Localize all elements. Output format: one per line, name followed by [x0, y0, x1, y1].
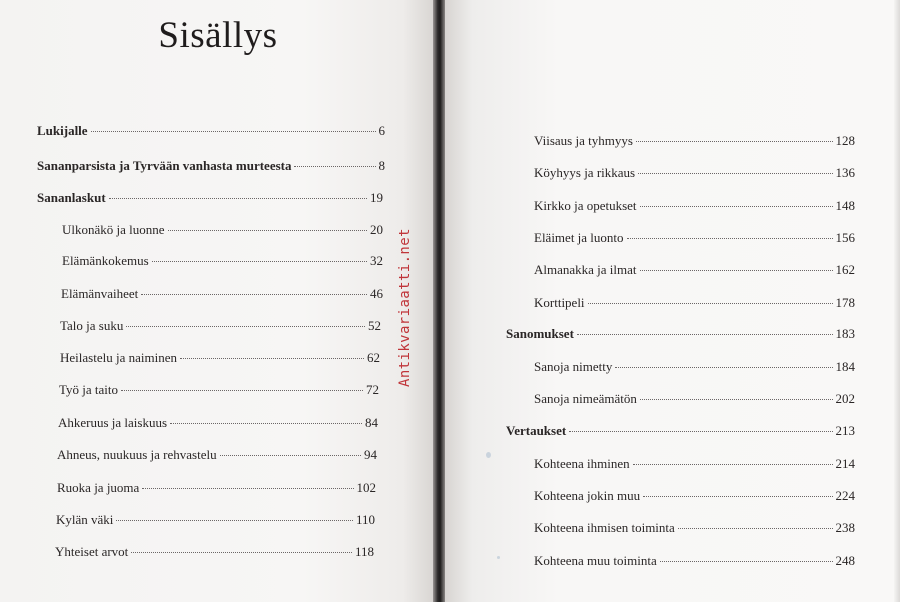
toc-page-number: 183: [835, 326, 855, 341]
toc-entry-title: Ahneus, nuukuus ja rehvastelu: [57, 447, 217, 462]
toc-page-number: 214: [835, 456, 855, 471]
toc-page-number: 32: [370, 253, 383, 268]
toc-entry-title: Elämänkokemus: [62, 253, 149, 268]
dot-leader: [636, 141, 833, 142]
toc-page-number: 102: [356, 480, 376, 495]
page-edge: [894, 0, 900, 602]
toc-page-number: 248: [835, 553, 855, 568]
toc-entry-title: Kohteena ihminen: [534, 456, 630, 471]
toc-page-number: 46: [370, 286, 383, 301]
paper-speck: [486, 452, 491, 458]
dot-leader: [180, 358, 364, 359]
toc-entry-title: Sananparsista ja Tyrvään vanhasta murteesta: [37, 158, 292, 173]
toc-page-number: 156: [835, 230, 855, 245]
toc-entry: [62, 222, 383, 242]
toc-page-number: 52: [368, 318, 381, 333]
toc-entry: [534, 456, 855, 476]
toc-entry: [37, 123, 385, 143]
toc-entry: [506, 326, 855, 346]
toc-entry-title: Ulkonäkö ja luonne: [62, 222, 165, 237]
toc-entry-title: Lukijalle: [37, 123, 88, 138]
toc-entry-title: Vertaukset: [506, 423, 567, 438]
toc-page-number: 202: [835, 391, 855, 406]
toc-entry: [534, 391, 855, 411]
toc-entry: [57, 447, 377, 467]
dot-leader: [170, 423, 362, 424]
toc-entry-title: Kylän väki: [56, 512, 114, 527]
toc-page-number: 224: [835, 488, 855, 503]
toc-page-number: 20: [370, 222, 383, 237]
dot-leader: [569, 431, 832, 432]
toc-entry: [534, 133, 855, 153]
dot-leader: [660, 561, 833, 562]
toc-entry: [59, 382, 379, 402]
toc-entry-title: Kirkko ja opetukset: [534, 198, 637, 213]
toc-entry: [534, 488, 855, 508]
toc-entry: [58, 415, 378, 435]
toc-page-number: 178: [835, 295, 855, 310]
toc-entry: [62, 253, 383, 273]
dot-leader: [640, 399, 833, 400]
toc-page-number: 62: [367, 350, 380, 365]
toc-entry: [506, 423, 855, 443]
dot-leader: [615, 367, 832, 368]
toc-page-number: 213: [835, 423, 855, 438]
toc-entry-title: Elämänvaiheet: [61, 286, 139, 301]
toc-entry-title: Heilastelu ja naiminen: [60, 350, 177, 365]
toc-page-number: 118: [354, 544, 374, 559]
page-title: Sisällys: [158, 15, 278, 56]
dot-leader: [588, 303, 833, 304]
toc-entry-title: Talo ja suku: [60, 318, 124, 333]
dot-leader: [91, 131, 376, 132]
toc-page-number: 110: [355, 512, 375, 527]
toc-entry: [37, 158, 385, 178]
toc-page-number: 184: [835, 359, 855, 374]
toc-entry: [534, 198, 855, 218]
toc-entry: [60, 318, 381, 338]
toc-entry: [55, 544, 374, 564]
toc-page-number: 94: [364, 447, 377, 462]
dot-leader: [640, 270, 833, 271]
toc-entry-title: Eläimet ja luonto: [534, 230, 624, 245]
toc-page-number: 72: [366, 382, 379, 397]
toc-entry-title: Viisaus ja tyhmyys: [534, 133, 633, 148]
toc-entry-title: Köyhyys ja rikkaus: [534, 165, 636, 180]
dot-leader: [577, 334, 833, 335]
toc-entry: [534, 520, 855, 540]
toc-entry: [56, 512, 375, 532]
toc-page-number: 136: [835, 165, 855, 180]
toc-page-number: 8: [378, 158, 385, 173]
toc-entry: [534, 262, 855, 282]
toc-entry-title: Yhteiset arvot: [55, 544, 129, 559]
dot-leader: [131, 552, 352, 553]
dot-leader: [142, 488, 353, 489]
toc-page-number: 238: [835, 520, 855, 535]
toc-entry-title: Ahkeruus ja laiskuus: [58, 415, 168, 430]
toc-entry-title: Korttipeli: [534, 295, 585, 310]
toc-page-number: 19: [370, 190, 383, 205]
dot-leader: [109, 198, 367, 199]
paper-speck: [497, 556, 500, 559]
toc-entry: [534, 359, 855, 379]
toc-entry-title: Sanoja nimetty: [534, 359, 613, 374]
toc-entry: [61, 286, 383, 306]
watermark-stamp: Antikvariaatti.net: [397, 228, 413, 387]
toc-entry: [534, 295, 855, 315]
toc-entry: [534, 165, 855, 185]
dot-leader: [678, 528, 833, 529]
toc-entry: [57, 480, 376, 500]
dot-leader: [627, 238, 833, 239]
toc-page-number: 6: [378, 123, 385, 138]
dot-leader: [126, 326, 365, 327]
dot-leader: [116, 520, 353, 521]
dot-leader: [294, 166, 375, 167]
dot-leader: [141, 294, 367, 295]
dot-leader: [168, 230, 367, 231]
toc-entry: [534, 553, 855, 573]
toc-entry-title: Ruoka ja juoma: [57, 480, 140, 495]
dot-leader: [640, 206, 833, 207]
toc-entry-title: Kohteena muu toiminta: [534, 553, 657, 568]
toc-page-number: 148: [835, 198, 855, 213]
dot-leader: [638, 173, 832, 174]
dot-leader: [643, 496, 832, 497]
toc-page-number: 162: [835, 262, 855, 277]
toc-page-number: 128: [835, 133, 855, 148]
dot-leader: [152, 261, 367, 262]
toc-page-number: 84: [365, 415, 378, 430]
toc-entry: [534, 230, 855, 250]
toc-entry-title: Työ ja taito: [59, 382, 119, 397]
toc-entry-title: Almanakka ja ilmat: [534, 262, 637, 277]
toc-entry: [37, 190, 383, 210]
dot-leader: [633, 464, 833, 465]
dot-leader: [121, 390, 363, 391]
dot-leader: [220, 455, 361, 456]
toc-entry-title: Sananlaskut: [37, 190, 106, 205]
toc-entry-title: Sanomukset: [506, 326, 574, 341]
toc-entry-title: Sanoja nimeämätön: [534, 391, 637, 406]
toc-entry: [60, 350, 380, 370]
toc-entry-title: Kohteena jokin muu: [534, 488, 641, 503]
book-gutter: [433, 0, 445, 602]
toc-entry-title: Kohteena ihmisen toiminta: [534, 520, 675, 535]
